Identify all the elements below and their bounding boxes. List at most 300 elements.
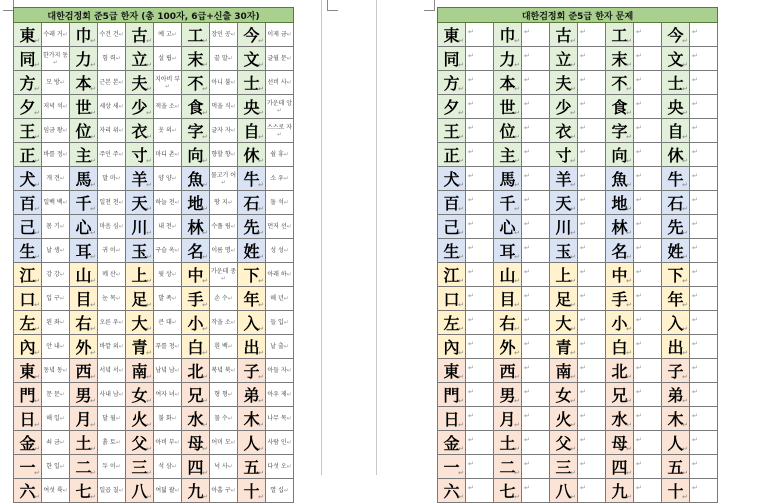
reading-cell[interactable]	[98, 167, 126, 191]
reading-cell[interactable]	[154, 359, 182, 383]
left-table-title: 대한검정회 준5급 한자 (총 100자, 6급+신출 30자)	[14, 8, 294, 23]
reading-cell[interactable]	[98, 431, 126, 455]
hanja-cell	[126, 431, 154, 455]
reading-text: 안 내	[46, 343, 60, 350]
hanja-char: 東	[19, 362, 36, 381]
reading-cell[interactable]	[210, 167, 238, 191]
reading-text: 사람 인	[267, 439, 287, 446]
answer-blank-cell[interactable]	[690, 47, 718, 71]
reading-cell[interactable]	[154, 71, 182, 95]
hanja-cell	[14, 431, 42, 455]
paragraph-mark-icon: ↵	[626, 229, 632, 237]
reading-cell[interactable]	[266, 455, 294, 479]
reading-cell[interactable]	[154, 263, 182, 287]
hanja-char: 川	[131, 218, 148, 237]
answer-blank-cell[interactable]	[522, 47, 550, 71]
paragraph-mark-icon: ↵	[524, 364, 530, 372]
reading-cell[interactable]	[98, 47, 126, 71]
reading-text: 입 구	[46, 295, 60, 302]
answer-blank-cell[interactable]	[690, 479, 718, 503]
hanja-cell	[14, 119, 42, 143]
reading-cell[interactable]	[210, 119, 238, 143]
reading-cell[interactable]	[98, 191, 126, 215]
paragraph-mark-icon: ↵	[34, 301, 40, 309]
reading-cell[interactable]	[98, 335, 126, 359]
reading-cell[interactable]	[210, 479, 238, 503]
reading-cell[interactable]	[210, 335, 238, 359]
answer-blank-cell[interactable]	[690, 119, 718, 143]
answer-blank-cell[interactable]	[466, 479, 494, 503]
paragraph-mark-icon: ↵	[171, 127, 177, 134]
reading-text: 양 양	[158, 175, 172, 182]
paragraph-mark-icon: ↵	[59, 271, 65, 278]
hanja-cell	[70, 23, 98, 47]
answer-blank-cell[interactable]	[522, 215, 550, 239]
answer-blank-cell[interactable]	[466, 47, 494, 71]
hanja-cell	[550, 335, 578, 359]
reading-cell[interactable]	[266, 215, 294, 239]
answer-blank-cell[interactable]	[690, 143, 718, 167]
answer-blank-cell[interactable]	[578, 239, 606, 263]
answer-blank-cell[interactable]	[466, 95, 494, 119]
hanja-cell	[238, 431, 266, 455]
paragraph-mark-icon: ↵	[118, 343, 124, 350]
hanja-cell	[14, 71, 42, 95]
answer-blank-cell[interactable]	[690, 239, 718, 263]
reading-cell[interactable]	[42, 239, 70, 263]
reading-cell[interactable]	[98, 311, 126, 335]
reading-cell[interactable]	[98, 455, 126, 479]
answer-blank-cell[interactable]	[690, 215, 718, 239]
paragraph-mark-icon: ↵	[115, 415, 121, 422]
answer-blank-cell[interactable]	[690, 359, 718, 383]
reading-cell[interactable]	[154, 383, 182, 407]
paragraph-mark-icon: ↵	[570, 181, 576, 189]
paragraph-mark-icon: ↵	[286, 223, 292, 230]
reading-cell[interactable]	[42, 287, 70, 311]
answer-blank-cell[interactable]	[634, 47, 662, 71]
answer-blank-cell[interactable]	[634, 71, 662, 95]
answer-blank-cell[interactable]	[578, 23, 606, 47]
hanja-char: 日	[443, 410, 460, 429]
reading-cell[interactable]	[42, 215, 70, 239]
answer-blank-cell[interactable]	[578, 311, 606, 335]
hanja-cell	[182, 71, 210, 95]
paragraph-mark-icon: ↵	[524, 388, 530, 396]
paragraph-mark-icon: ↵	[626, 109, 632, 117]
answer-blank-cell[interactable]	[522, 311, 550, 335]
paragraph-mark-icon: ↵	[202, 373, 208, 381]
reading-cell[interactable]	[210, 191, 238, 215]
paragraph-mark-icon: ↵	[580, 388, 586, 396]
paragraph-mark-icon: ↵	[230, 151, 236, 158]
reading-cell[interactable]	[98, 23, 126, 47]
reading-cell[interactable]	[210, 239, 238, 263]
answer-blank-cell[interactable]	[634, 431, 662, 455]
answer-blank-cell[interactable]	[522, 335, 550, 359]
reading-cell[interactable]	[266, 239, 294, 263]
answer-blank-cell[interactable]	[578, 335, 606, 359]
answer-blank-cell[interactable]	[578, 47, 606, 71]
answer-blank-cell[interactable]	[690, 167, 718, 191]
paragraph-mark-icon: ↵	[202, 277, 208, 285]
reading-cell[interactable]	[42, 479, 70, 503]
answer-blank-cell[interactable]	[690, 71, 718, 95]
paragraph-mark-icon: ↵	[146, 109, 152, 117]
reading-cell[interactable]	[154, 47, 182, 71]
answer-blank-cell[interactable]	[466, 455, 494, 479]
reading-cell[interactable]	[266, 479, 294, 503]
reading-cell[interactable]	[98, 263, 126, 287]
paragraph-mark-icon: ↵	[283, 175, 289, 182]
hanja-cell	[14, 455, 42, 479]
reading-cell[interactable]	[98, 383, 126, 407]
answer-blank-cell[interactable]	[522, 23, 550, 47]
answer-blank-cell[interactable]	[578, 359, 606, 383]
reading-cell[interactable]	[266, 263, 294, 287]
answer-blank-cell[interactable]	[578, 263, 606, 287]
paragraph-mark-icon: ↵	[692, 196, 698, 204]
answer-blank-cell[interactable]	[578, 215, 606, 239]
reading-cell[interactable]	[42, 143, 70, 167]
answer-blank-cell[interactable]	[466, 431, 494, 455]
answer-blank-cell[interactable]	[522, 407, 550, 431]
reading-cell[interactable]	[98, 119, 126, 143]
hanja-char: 己	[443, 218, 460, 237]
paragraph-mark-icon: ↵	[524, 196, 530, 204]
answer-blank-cell[interactable]	[578, 71, 606, 95]
paragraph-mark-icon: ↵	[514, 109, 520, 117]
reading-cell[interactable]	[154, 335, 182, 359]
answer-blank-cell[interactable]	[634, 143, 662, 167]
answer-blank-cell[interactable]	[634, 263, 662, 287]
answer-blank-cell[interactable]	[522, 431, 550, 455]
reading-cell[interactable]	[98, 215, 126, 239]
paragraph-mark-icon: ↵	[258, 133, 264, 141]
reading-cell[interactable]	[210, 383, 238, 407]
hanja-cell	[182, 215, 210, 239]
answer-blank-cell[interactable]	[578, 383, 606, 407]
reading-cell[interactable]	[266, 383, 294, 407]
reading-cell[interactable]	[42, 263, 70, 287]
reading-cell[interactable]	[42, 431, 70, 455]
reading-cell[interactable]	[154, 311, 182, 335]
hanja-char: 六	[443, 482, 460, 501]
paragraph-mark-icon: ↵	[171, 415, 177, 422]
answer-blank-cell[interactable]	[578, 479, 606, 503]
reading-cell[interactable]	[98, 95, 126, 119]
answer-blank-cell[interactable]	[578, 407, 606, 431]
reading-cell[interactable]	[266, 23, 294, 47]
answer-blank-cell[interactable]	[690, 95, 718, 119]
answer-blank-cell[interactable]	[522, 383, 550, 407]
answer-blank-cell[interactable]	[634, 335, 662, 359]
hanja-char: 小	[187, 314, 204, 333]
hanja-char: 二	[499, 458, 516, 477]
reading-cell[interactable]	[42, 407, 70, 431]
reading-cell[interactable]	[210, 431, 238, 455]
answer-blank-cell[interactable]	[634, 287, 662, 311]
reading-cell[interactable]	[42, 455, 70, 479]
paragraph-mark-icon: ↵	[692, 292, 698, 300]
reading-cell[interactable]	[210, 407, 238, 431]
answer-blank-cell[interactable]	[522, 95, 550, 119]
reading-cell[interactable]	[266, 191, 294, 215]
reading-cell[interactable]	[98, 407, 126, 431]
answer-blank-cell[interactable]	[690, 191, 718, 215]
hanja-char: 出	[667, 338, 684, 357]
paragraph-mark-icon: ↵	[514, 229, 520, 237]
answer-blank-cell[interactable]	[578, 191, 606, 215]
reading-cell[interactable]	[266, 311, 294, 335]
answer-blank-cell[interactable]	[690, 263, 718, 287]
answer-blank-cell[interactable]	[522, 287, 550, 311]
answer-blank-cell[interactable]	[466, 335, 494, 359]
answer-blank-cell[interactable]	[634, 215, 662, 239]
paragraph-mark-icon: ↵	[458, 133, 464, 141]
reading-text: 향할 향	[211, 151, 231, 158]
answer-blank-cell[interactable]	[466, 215, 494, 239]
answer-blank-cell[interactable]	[578, 143, 606, 167]
answer-blank-cell[interactable]	[690, 23, 718, 47]
answer-blank-cell[interactable]	[690, 407, 718, 431]
paragraph-mark-icon: ↵	[283, 343, 289, 350]
answer-blank-cell[interactable]	[690, 287, 718, 311]
reading-cell[interactable]	[266, 407, 294, 431]
hanja-cell	[14, 143, 42, 167]
reading-cell[interactable]	[98, 287, 126, 311]
answer-blank-cell[interactable]	[634, 479, 662, 503]
answer-blank-cell[interactable]	[522, 455, 550, 479]
paragraph-mark-icon: ↵	[115, 247, 121, 254]
reading-cell[interactable]	[154, 167, 182, 191]
paragraph-mark-icon: ↵	[258, 157, 264, 165]
reading-cell[interactable]	[154, 407, 182, 431]
reading-text: 구슬 옥	[155, 247, 175, 254]
answer-blank-cell[interactable]	[522, 71, 550, 95]
hanja-cell	[14, 335, 42, 359]
reading-cell[interactable]	[154, 143, 182, 167]
hanja-cell	[126, 71, 154, 95]
reading-cell[interactable]	[42, 359, 70, 383]
reading-cell[interactable]	[266, 47, 294, 71]
answer-blank-cell[interactable]	[578, 167, 606, 191]
answer-blank-cell[interactable]	[634, 95, 662, 119]
hanja-cell	[438, 215, 466, 239]
answer-blank-cell[interactable]	[466, 383, 494, 407]
reading-cell[interactable]	[42, 167, 70, 191]
paragraph-mark-icon: ↵	[171, 175, 177, 182]
answer-blank-cell[interactable]	[634, 167, 662, 191]
answer-blank-cell[interactable]	[690, 335, 718, 359]
reading-cell[interactable]	[42, 191, 70, 215]
reading-cell[interactable]	[98, 143, 126, 167]
hanja-char: 羊	[555, 170, 572, 189]
reading-cell[interactable]	[42, 95, 70, 119]
answer-blank-cell[interactable]	[522, 167, 550, 191]
hanja-char: 石	[667, 194, 684, 213]
answer-blank-cell[interactable]	[578, 431, 606, 455]
reading-cell[interactable]	[42, 71, 70, 95]
reading-cell[interactable]	[210, 455, 238, 479]
reading-cell[interactable]	[266, 335, 294, 359]
reading-cell[interactable]	[154, 479, 182, 503]
reading-cell[interactable]	[266, 167, 294, 191]
answer-blank-cell[interactable]	[522, 239, 550, 263]
answer-blank-cell[interactable]	[466, 119, 494, 143]
reading-cell[interactable]	[154, 431, 182, 455]
reading-cell[interactable]	[210, 263, 238, 287]
paragraph-mark-icon: ↵	[283, 199, 289, 206]
answer-blank-cell[interactable]	[466, 167, 494, 191]
answer-blank-cell[interactable]	[634, 119, 662, 143]
reading-cell[interactable]	[210, 71, 238, 95]
reading-cell[interactable]	[266, 287, 294, 311]
answer-blank-cell[interactable]	[578, 95, 606, 119]
paragraph-mark-icon: ↵	[580, 340, 586, 348]
reading-cell[interactable]	[42, 119, 70, 143]
answer-blank-cell[interactable]	[634, 23, 662, 47]
hanja-cell	[494, 215, 522, 239]
reading-cell[interactable]	[210, 311, 238, 335]
reading-cell[interactable]	[266, 95, 294, 119]
reading-text: 쉴 휴	[270, 151, 284, 158]
paragraph-mark-icon: ↵	[174, 343, 180, 350]
paragraph-mark-icon: ↵	[202, 157, 208, 165]
reading-cell[interactable]	[154, 287, 182, 311]
answer-blank-cell[interactable]	[466, 143, 494, 167]
reading-cell[interactable]	[42, 23, 70, 47]
paragraph-mark-icon: ↵	[146, 301, 152, 309]
reading-cell[interactable]	[154, 455, 182, 479]
answer-blank-cell[interactable]	[634, 407, 662, 431]
reading-cell[interactable]	[210, 23, 238, 47]
answer-blank-cell[interactable]	[522, 359, 550, 383]
answer-blank-cell[interactable]	[578, 119, 606, 143]
answer-blank-cell[interactable]	[522, 479, 550, 503]
answer-blank-cell[interactable]	[466, 287, 494, 311]
paragraph-mark-icon: ↵	[115, 271, 121, 278]
paragraph-mark-icon: ↵	[458, 85, 464, 93]
quiz-row	[438, 359, 718, 383]
paragraph-mark-icon: ↵	[90, 493, 96, 501]
reading-cell[interactable]	[210, 287, 238, 311]
reading-cell[interactable]	[210, 47, 238, 71]
reading-cell[interactable]	[98, 239, 126, 263]
paragraph-mark-icon: ↵	[626, 37, 632, 45]
reading-cell[interactable]	[210, 359, 238, 383]
answer-blank-cell[interactable]	[634, 383, 662, 407]
paragraph-mark-icon: ↵	[570, 445, 576, 453]
paragraph-mark-icon: ↵	[90, 253, 96, 261]
paragraph-mark-icon: ↵	[34, 253, 40, 261]
answer-blank-cell[interactable]	[522, 263, 550, 287]
reading-text: 열 십	[270, 487, 284, 494]
paragraph-mark-icon: ↵	[626, 157, 632, 165]
hanja-char: 林	[187, 218, 204, 237]
reading-cell[interactable]	[266, 359, 294, 383]
answer-blank-cell[interactable]	[522, 143, 550, 167]
reading-cell[interactable]	[42, 311, 70, 335]
answer-blank-cell[interactable]	[634, 311, 662, 335]
reading-cell[interactable]	[154, 23, 182, 47]
answer-blank-cell[interactable]	[690, 431, 718, 455]
paragraph-mark-icon: ↵	[34, 37, 40, 45]
answer-blank-cell[interactable]	[466, 263, 494, 287]
answer-blank-cell[interactable]	[466, 191, 494, 215]
answer-blank-cell[interactable]	[578, 287, 606, 311]
answer-blank-cell[interactable]	[578, 455, 606, 479]
paragraph-mark-icon: ↵	[34, 277, 40, 285]
answer-blank-cell[interactable]	[634, 455, 662, 479]
reading-cell[interactable]	[98, 71, 126, 95]
reading-cell[interactable]	[154, 239, 182, 263]
hanja-char: 夫	[555, 74, 572, 93]
paragraph-mark-icon: ↵	[580, 196, 586, 204]
answer-blank-cell[interactable]	[690, 455, 718, 479]
answer-blank-cell[interactable]	[466, 407, 494, 431]
hanja-cell	[438, 479, 466, 503]
reading-cell[interactable]	[154, 215, 182, 239]
answer-blank-cell[interactable]	[466, 71, 494, 95]
answer-blank-cell[interactable]	[466, 239, 494, 263]
answer-blank-cell[interactable]	[466, 359, 494, 383]
reading-cell[interactable]	[154, 119, 182, 143]
answer-blank-cell[interactable]	[466, 311, 494, 335]
answer-blank-cell[interactable]	[522, 119, 550, 143]
reading-cell[interactable]	[266, 119, 294, 143]
reading-cell[interactable]	[42, 47, 70, 71]
reading-cell[interactable]	[266, 71, 294, 95]
hanja-cell	[662, 263, 690, 287]
answer-blank-cell[interactable]	[522, 191, 550, 215]
hanja-cell	[14, 23, 42, 47]
study-row	[14, 311, 294, 335]
reading-cell[interactable]	[266, 143, 294, 167]
paragraph-mark-icon: ↵	[682, 421, 688, 429]
paragraph-mark-icon: ↵	[146, 229, 152, 237]
reading-cell[interactable]	[42, 383, 70, 407]
quiz-row	[438, 95, 718, 119]
paragraph-mark-icon: ↵	[146, 325, 152, 333]
answer-blank-cell[interactable]	[690, 311, 718, 335]
hanja-char: 士	[243, 74, 260, 93]
paragraph-mark-icon: ↵	[636, 124, 642, 132]
study-row	[14, 479, 294, 503]
reading-cell[interactable]	[210, 143, 238, 167]
hanja-char: 天	[131, 194, 148, 213]
hanja-cell	[662, 23, 690, 47]
paragraph-mark-icon: ↵	[458, 373, 464, 381]
reading-cell[interactable]	[154, 191, 182, 215]
answer-blank-cell[interactable]	[634, 359, 662, 383]
paragraph-mark-icon: ↵	[90, 85, 96, 93]
answer-blank-cell[interactable]	[466, 23, 494, 47]
reading-cell[interactable]	[210, 215, 238, 239]
reading-cell[interactable]	[154, 95, 182, 119]
reading-cell[interactable]	[42, 335, 70, 359]
answer-blank-cell[interactable]	[690, 383, 718, 407]
reading-cell[interactable]	[98, 479, 126, 503]
reading-cell[interactable]	[98, 359, 126, 383]
hanja-char: 本	[499, 74, 516, 93]
paragraph-mark-icon: ↵	[90, 229, 96, 237]
reading-cell[interactable]	[266, 431, 294, 455]
reading-cell[interactable]	[210, 95, 238, 119]
answer-blank-cell[interactable]	[634, 191, 662, 215]
answer-blank-cell[interactable]	[634, 239, 662, 263]
paragraph-mark-icon: ↵	[468, 388, 474, 396]
